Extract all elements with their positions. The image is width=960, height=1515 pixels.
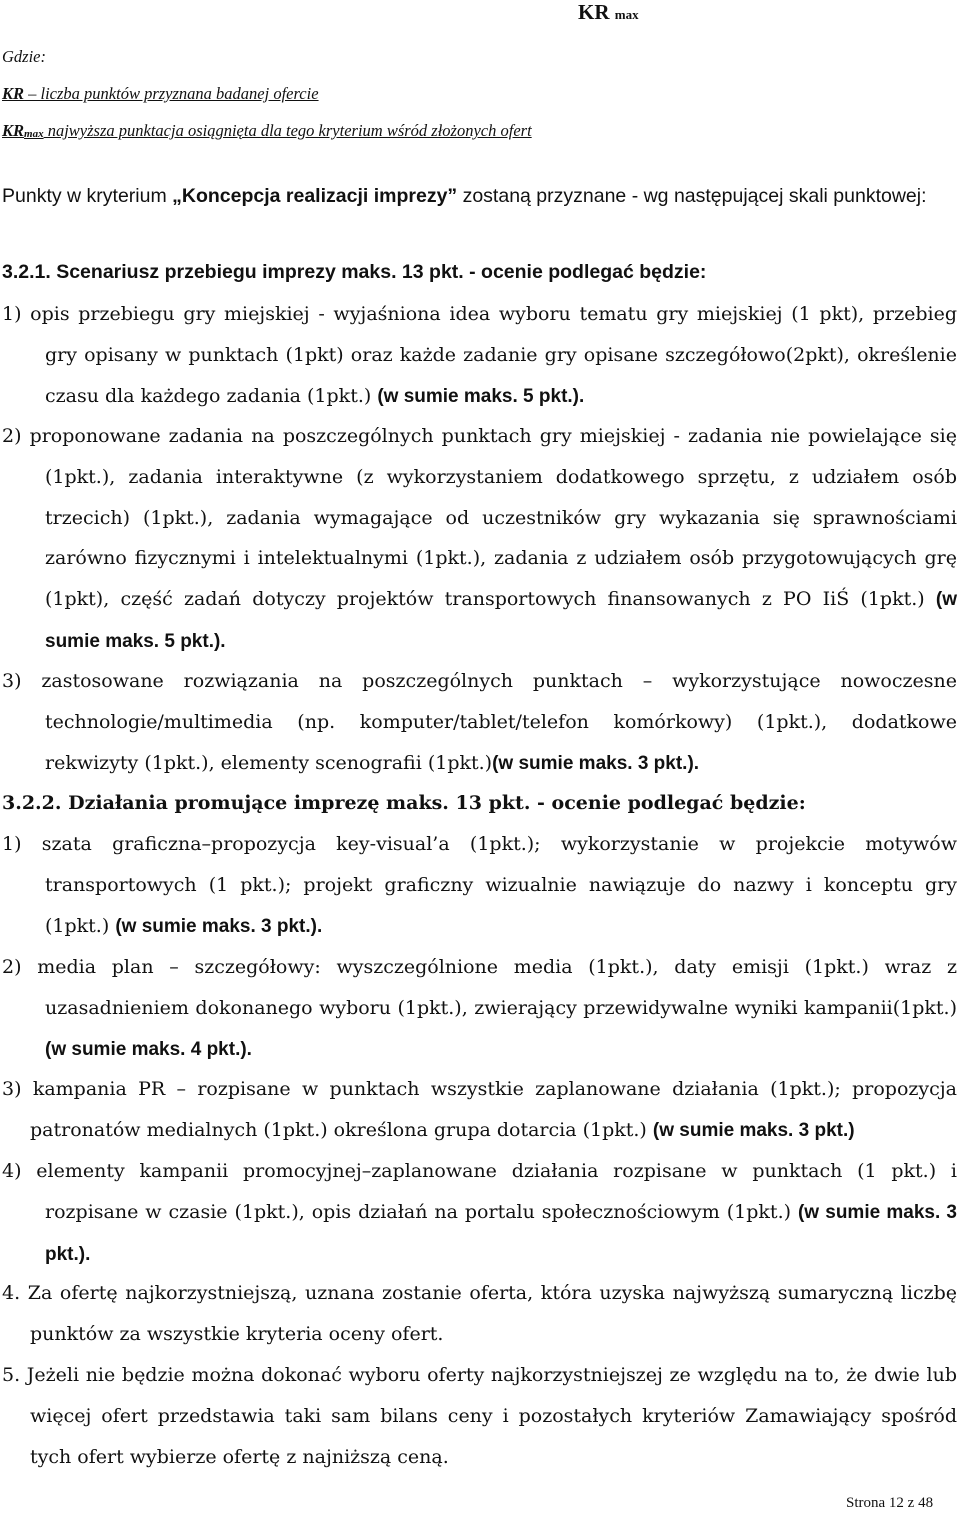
legend-line-krmax: [2, 112, 532, 152]
item-text: 1) opis przebiegu gry miejskiej - wyjaśniona idea wyboru tematu gry miejskiej (1 pkt), przebieg gry opisany w punktach (1pkt) oraz każde zadanie gry opisane szczegółowo(2pkt), określenie czasu dla każdego zadania (1pkt.): [2, 303, 957, 407]
legend-desc-kr: – liczba punktów przyznana badanej ofercie: [24, 84, 319, 103]
legend-line-kr: [2, 75, 532, 112]
item-max-points: (w sumie maks. 3 pkt.).: [115, 915, 323, 937]
numbered-paragraph-4: [2, 1273, 957, 1355]
kr-max-subscript: max: [614, 7, 639, 22]
list-item: [2, 947, 957, 1070]
legend-title: Gdzie:: [2, 47, 46, 66]
legend-term-kr: KR: [2, 84, 25, 103]
criterion-intro: [2, 176, 957, 216]
section-title: 3.2.1. Scenariusz przebiegu imprezy maks. 13 pkt.: [2, 261, 464, 283]
paragraph-text: 4. Za ofertę najkorzystniejszą, uznana zostanie oferta, która uzyska najwyższą sumaryczną liczbę punktów za wszystkie kryteria oceny ofert.: [2, 1282, 957, 1345]
item-max-points: (w sumie maks. 5 pkt.).: [377, 385, 585, 407]
numbered-paragraph-5: [2, 1355, 957, 1477]
legend-term-krmax: KR: [2, 121, 25, 140]
list-item: [2, 416, 957, 663]
list-item: [2, 824, 957, 947]
item-max-points: (w sumie maks. 5 pkt.).: [45, 589, 957, 652]
section-heading-322: [2, 783, 957, 824]
section-subtitle: - ocenie podlegać będzie:: [463, 261, 707, 283]
item-text: 3) kampania PR – rozpisane w punktach wszystkie zaplanowane działania (1pkt.); propozycja patronatów medialnych (1pkt.) określona grupa dotarcia (1pkt.): [2, 1078, 957, 1141]
kr-max-formula-fragment: [578, 0, 639, 25]
item-max-points: (w sumie maks. 3 pkt.).: [45, 1201, 957, 1265]
intro-text-end: zostaną przyznane - wg następującej skali punktowej:: [457, 185, 927, 207]
formula-legend: [2, 38, 532, 152]
item-max-points: (w sumie maks. 3 pkt.).: [492, 752, 700, 774]
item-text: 2) proponowane zadania na poszczególnych punktach gry miejskiej - zadania nie powielające się (1pkt.), zadania interaktywne (z wykorzystaniem dodatkowego sprzętu, z udziałem osób trzecich) (1pkt.), zadania wymagające od uczestników gry wykazania się sprawnościami zarówno fizycznymi i intelektualnymi (1pkt.), zadania z udziałem osób przygotowujących grę (1pkt), część zadań dotyczy projektów transportowych finansowanych z PO IiŚ (1pkt.): [2, 425, 957, 611]
list-item: [2, 294, 957, 417]
item-max-points: (w sumie maks. 4 pkt.).: [45, 1038, 252, 1060]
intro-text: Punkty w kryterium: [2, 185, 173, 207]
list-item: [2, 1069, 957, 1152]
item-text: 4) elementy kampanii promocyjnej–zaplanowane działania rozpisane w punktach (1 pkt.) i rozpisane w czasie (1pkt.), opis działań na portalu społecznościowym (1pkt.): [2, 1160, 957, 1223]
item-text: 2) media plan – szczegółowy: wyszczególnione media (1pkt.), daty emisji (1pkt.) wraz z uzasadnieniem dokonanego wyboru (1pkt.), zwierający przewidywalne wyniki kampanii(1pkt.): [2, 956, 957, 1019]
legend-desc-krmax: najwyższa punktacja osiągnięta dla tego kryterium wśród złożonych ofert: [43, 121, 532, 140]
paragraph-text: 5. Jeżeli nie będzie można dokonać wyboru oferty najkorzystniejszej ze względu na to, że dwie lub więcej ofert przedstawia taki sam bilans ceny i pozostałych kryteriów Zamawiający spośród tych ofert wybierze ofertę z najniższą ceną.: [2, 1364, 957, 1468]
kr-label: KR: [578, 0, 610, 24]
section-title: 3.2.2. Działania promujące imprezę maks. 13 pkt. - ocenie podlegać będzie:: [2, 792, 806, 814]
list-item: [2, 661, 957, 784]
page-number: Strona 12 z 48: [846, 1495, 934, 1511]
criterion-name: „Koncepcja realizacji imprezy”: [172, 185, 458, 207]
item-text: 3) zastosowane rozwiązania na poszczególnych punktach – wykorzystujące nowoczesne technologie/multimedia (np. komputer/tablet/telefon komórkowy) (1pkt.), dodatkowe rekwizyty (1pkt.), elementy scenografii (1pkt.): [2, 670, 957, 774]
section-heading-321: [2, 256, 706, 288]
legend-term-max-sub: max: [24, 128, 44, 140]
item-max-points: (w sumie maks. 3 pkt.): [652, 1119, 855, 1141]
list-item: [2, 1151, 957, 1275]
item-text: 1) szata graficzna–propozycja key-visual’a (1pkt.); wykorzystanie w projekcie motywów transportowych (1 pkt.); projekt graficzny wizualnie nawiązuje do nazwy i konceptu gry (1pkt.): [2, 833, 957, 937]
